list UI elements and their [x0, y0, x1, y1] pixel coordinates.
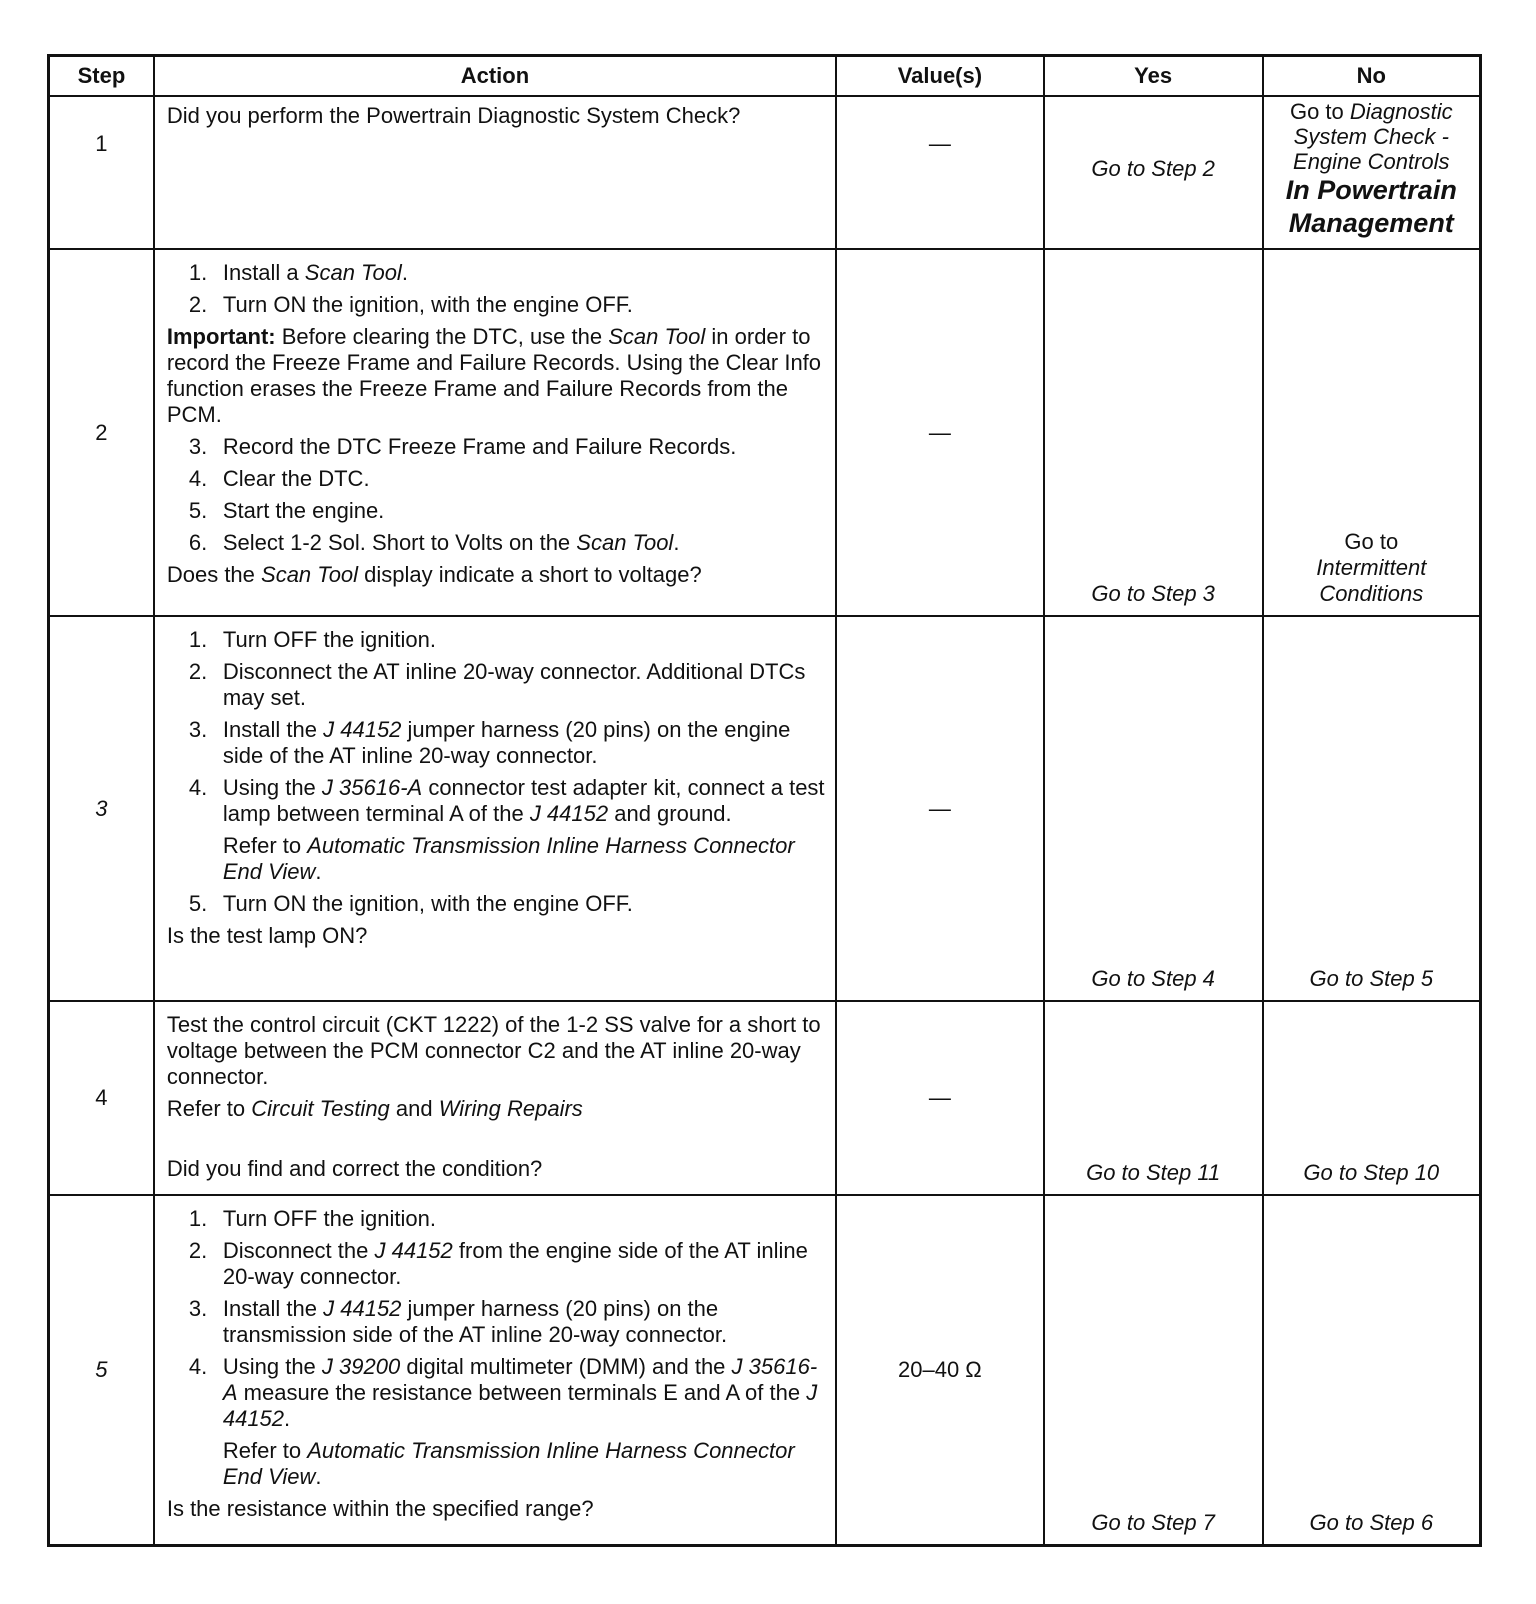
header-row — [49, 56, 1481, 97]
list-item: 4. Using the J 39200 digital multimeter (DMM) and the J 35616-A measure the resistance between terminals E and A of the J 44152. — [188, 1354, 818, 1431]
list-item: 4. Using the J 35616-A connector test adapter kit, connect a test lamp between terminal A of the J 44152 and ground. — [188, 775, 825, 826]
no-cell: Go to Step 10 — [1263, 1001, 1481, 1195]
value-cell: — — [836, 96, 1044, 249]
no-cell: Go to Step 6 — [1263, 1195, 1481, 1545]
list-item: 2. Disconnect the AT inline 20-way connector. Additional DTCs may set. — [188, 659, 806, 710]
list-item: 3. Install the J 44152 jumper harness (20 pins) on the engine side of the AT inline 20-way connector. — [188, 717, 791, 768]
header-action: Action — [154, 56, 836, 97]
no-link: Intermittent Conditions — [1316, 555, 1427, 606]
list-item: 2. Turn ON the ignition, with the engine OFF. — [188, 292, 633, 317]
table-row — [49, 96, 1481, 249]
yes-cell: Go to Step 4 — [1044, 616, 1263, 1001]
table-row — [49, 1001, 1481, 1195]
action-cell — [154, 1001, 836, 1195]
action-question: Is the resistance within the specified range? — [166, 1496, 594, 1521]
list-item: 5. Start the engine. — [188, 498, 385, 523]
reference-note: Refer to Automatic Transmission Inline Harness Connector End View. — [222, 833, 795, 884]
list-item: 1. Turn OFF the ignition. — [188, 627, 437, 652]
table-row — [49, 616, 1481, 1001]
list-item: 4. Clear the DTC. — [188, 466, 370, 491]
list-item: 1. Install a Scan Tool. — [188, 260, 408, 285]
no-cell — [1263, 249, 1481, 616]
header-no: No — [1263, 56, 1481, 97]
action-cell — [154, 1195, 836, 1545]
step-number: 3 — [49, 616, 154, 1001]
action-question: Did you perform the Powertrain Diagnostic System Check? — [166, 103, 741, 128]
no-cell — [1263, 96, 1481, 249]
header-values: Value(s) — [836, 56, 1044, 97]
step-number: 2 — [49, 249, 154, 616]
action-cell — [154, 96, 836, 249]
list-item: 3. Install the J 44152 jumper harness (20 pins) on the transmission side of the AT inline 20-way connector. — [188, 1296, 728, 1347]
step-number: 1 — [49, 96, 154, 249]
action-cell — [154, 249, 836, 616]
list-item: 5. Turn ON the ignition, with the engine OFF. — [188, 891, 633, 916]
diagnostic-table — [47, 54, 1482, 1547]
value-cell: — — [836, 249, 1044, 616]
table-row — [49, 1195, 1481, 1545]
yes-cell: Go to Step 11 — [1044, 1001, 1263, 1195]
list-item: 6. Select 1-2 Sol. Short to Volts on the Scan Tool. — [188, 530, 680, 555]
list-item: 2. Disconnect the J 44152 from the engine side of the AT inline 20-way connector. — [188, 1238, 808, 1289]
action-question: Is the test lamp ON? — [166, 923, 368, 948]
yes-cell: Go to Step 3 — [1044, 249, 1263, 616]
header-step: Step — [49, 56, 154, 97]
value-cell: 20–40 Ω — [836, 1195, 1044, 1545]
action-cell — [154, 616, 836, 1001]
important-note: Important: Before clearing the DTC, use the Scan Tool in order to record the Freeze Frame and Failure Records. Using the Clear Info function erases the Freeze Frame and Failure Records from the PCM. — [166, 324, 822, 427]
action-question: Did you find and correct the condition? — [166, 1156, 543, 1181]
step-number: 4 — [49, 1001, 154, 1195]
yes-cell: Go to Step 2 — [1044, 96, 1263, 249]
header-yes: Yes — [1044, 56, 1263, 97]
value-cell: — — [836, 616, 1044, 1001]
reference-note: Refer to Circuit Testing and Wiring Repairs — [166, 1096, 583, 1121]
yes-cell: Go to Step 7 — [1044, 1195, 1263, 1545]
value-cell: — — [836, 1001, 1044, 1195]
step-number: 5 — [49, 1195, 154, 1545]
no-cell: Go to Step 5 — [1263, 616, 1481, 1001]
reference-note: Refer to Automatic Transmission Inline Harness Connector End View. — [222, 1438, 795, 1489]
action-question: Does the Scan Tool display indicate a short to voltage? — [166, 562, 702, 587]
no-text: Go to — [1289, 99, 1350, 124]
no-emphasis: In Powertrain Management — [1285, 175, 1457, 238]
list-item: 1. Turn OFF the ignition. — [188, 1206, 437, 1231]
no-text: Go to — [1344, 529, 1399, 554]
no-link: Diagnostic System Check - Engine Controls — [1293, 99, 1453, 174]
table-row — [49, 249, 1481, 616]
action-text: Test the control circuit (CKT 1222) of the 1-2 SS valve for a short to voltage between the PCM connector C2 and the AT inline 20-way connector. — [166, 1012, 821, 1089]
list-item: 3. Record the DTC Freeze Frame and Failure Records. — [188, 434, 737, 459]
